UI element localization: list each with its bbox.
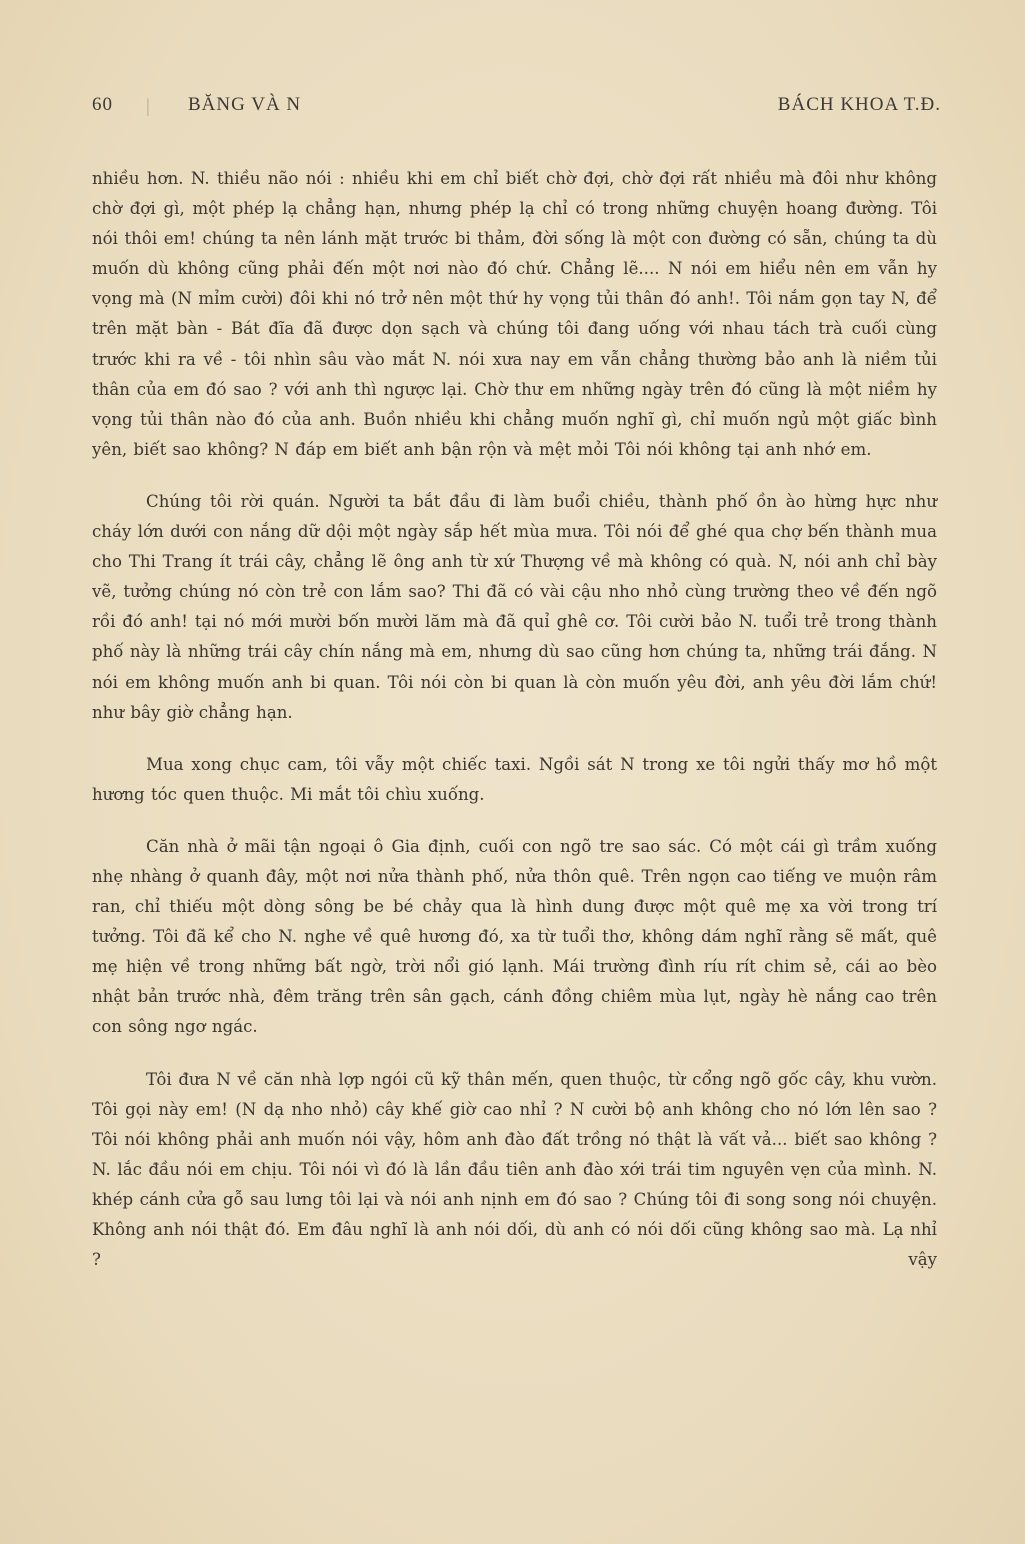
paragraph-5: Tôi đưa N về căn nhà lợp ngói cũ kỹ thân mến, quen thuộc, từ cổng ngõ gốc cây, khu vườn. Tôi gọi này em! (N dạ nho nhỏ) cây khế giờ cao nhỉ ? N cười bộ anh không cho nó lớn lên sao ? Tôi nói không phải anh muốn nói vậy, hôm anh đào đất trồng nó thật là vất vả... biết sao không ? N. lắc đầu nói em chịu. Tôi nói vì đó là lần đầu tiên anh đào xới trái tim nguyên vẹn của mình. N. khép cánh cửa gỗ sau lưng tôi lại và nói anh nịnh em đó sao ? Chúng tôi đi song song nói chuyện. Không anh nói thật đó. Em đâu nghĩ là anh nói dối, dù anh có nói dối cũng không sao mà. Lạ nhỉ ? vậy [92,1069,937,1270]
article-body [92,164,937,1275]
running-header [92,94,941,124]
paragraph-2: Chúng tôi rời quán. Người ta bắt đầu đi làm buổi chiều, thành phố ồn ào hừng hực như cháy lớn dưới con nắng dữ dội một ngày sắp hết mùa mưa. Tôi nói để ghé qua chợ bến thành mua cho Thi Trang ít trái cây, chẳng lẽ ông anh từ xứ Thượng về mà không có quà. N, nói anh chỉ bày vẽ, tưởng chúng nó còn trẻ con lắm sao? Thi đã có vài cậu nho nhỏ cùng trường theo về đến ngõ rồi đó anh! tại nó mới mười bốn mười lăm mà đã quỉ ghê cơ. Tôi cười bảo N. tuổi trẻ trong thành phố này là những trái cây chín nắng mà em, nhưng dù sao cũng hơn chúng ta, những trái đắng. N nói em không muốn anh bi quan. Tôi nói còn bi quan là còn muốn yêu đời, anh yêu đời lắm chứ! như bây giờ chẳng hạn. [92,491,937,722]
paragraph-1: nhiều hơn. N. thiều não nói : nhiều khi em chỉ biết chờ đợi, chờ đợi rất nhiều mà đôi như không chờ đợi gì, một phép lạ chẳng hạn, nhưng phép lạ chỉ có trong những chuyện hoang đường. Tôi nói thôi em! chúng ta nên lánh mặt trước bi thảm, đời sống là một con đường có sẵn, chúng ta dù muốn dù không cũng phải đến một nơi nào đó chứ. Chẳng lẽ.... N nói em hiểu nên em vẫn hy vọng mà (N mỉm cười) đôi khi nó trở nên một thứ hy vọng tủi thân đó anh!. Tôi nắm gọn tay N, để trên mặt bàn - Bát đĩa đã được dọn sạch và chúng tôi đang uống với nhau tách trà cuối cùng trước khi ra về - tôi nhìn sâu vào mắt N. nói xưa nay em vẫn chẳng thường bảo anh là niềm tủi thân của em đó sao ? với anh thì ngược lại. Chờ thư em những ngày trên đó cũng là một niềm hy vọng tủi thân nào đó của anh. Buồn nhiều khi chẳng muốn nghĩ gì, chỉ muốn ngủ một giấc bình yên, biết sao không? N đáp em biết anh bận rộn và mệt mỏi Tôi nói không tại anh nhớ em. [92,169,937,459]
header-separator: | [146,96,151,117]
story-title: BĂNG VÀ N [188,94,302,115]
paragraph-4: Căn nhà ở mãi tận ngoại ô Gia định, cuối con ngõ tre sao sác. Có một cái gì trầm xuống nhẹ nhàng ở quanh đây, một nơi nửa thành phố, nửa thôn quê. Trên ngọn cao tiếng ve muộn râm ran, chỉ thiếu một dòng sông be bé chảy qua là hình dung được một quê mẹ xa vời trong trí tưởng. Tôi đã kể cho N. nghe về quê hương đó, xa từ tuổi thơ, không dám nghĩ rằng sẽ mất, quê mẹ hiện về trong những bất ngờ, trời nổi gió lạnh. Mái trường đình ríu rít chim sẻ, cái ao bèo nhật bản trước nhà, đêm trăng trên sân gạch, cánh đồng chiêm mùa lụt, ngày hè nắng cao trên con sông ngơ ngác. [92,836,937,1037]
paragraph-3: Mua xong chục cam, tôi vẫy một chiếc taxi. Ngồi sát N trong xe tôi ngửi thấy mơ hồ một hương tóc quen thuộc. Mi mắt tôi chìu xuống. [92,754,937,804]
magazine-title: BÁCH KHOA T.Đ. [777,94,941,115]
page-number: 60 [92,94,113,115]
